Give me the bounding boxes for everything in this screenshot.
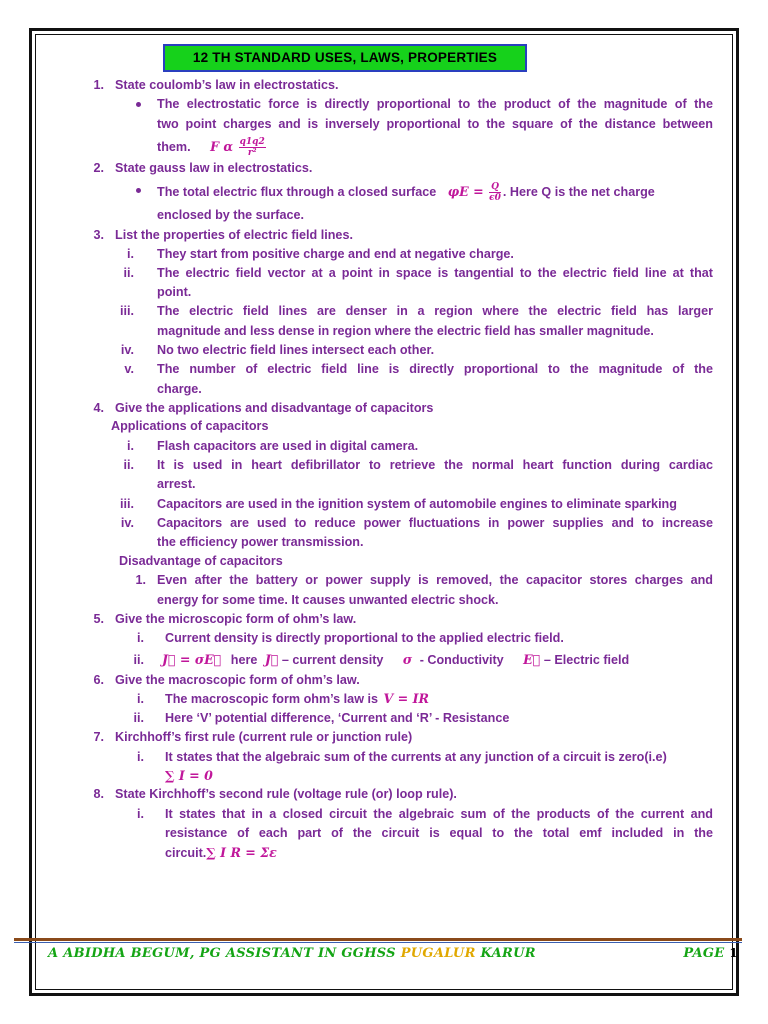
page-label: PAGE <box>683 946 725 961</box>
q4-item-ii-line1: It is used in heart defibrillator to retrieve the normal heart function during cardiac <box>157 458 713 472</box>
kirchhoff-second-formula: ∑ I R = Σε <box>206 845 277 860</box>
roman-marker: i. <box>137 807 144 821</box>
q8-number: 8. <box>93 787 104 801</box>
roman-marker: ii. <box>123 458 134 472</box>
footer-place: PUGALUR <box>400 946 476 961</box>
q3-item-iii-line2: magnitude and less dense in region where the electric field has smaller magnitude. <box>157 324 654 338</box>
q4-disadvantage-line1: Even after the battery or power supply is removed, the capacitor stores charges and <box>157 573 713 587</box>
here-label: here <box>230 653 258 667</box>
roman-marker: ii. <box>133 711 144 725</box>
page-footer <box>48 946 738 966</box>
roman-marker: iii. <box>120 304 134 318</box>
q3-item-i: They start from positive charge and end at negative charge. <box>157 247 514 261</box>
microscopic-ohm-formula: J⃗ = σE⃗ <box>162 652 222 667</box>
roman-marker: i. <box>137 631 144 645</box>
coulomb-formula: F α <box>210 138 234 154</box>
e-description: – Electric field <box>543 653 630 667</box>
q4-applications-heading: Applications of capacitors <box>111 419 269 433</box>
q1-them: them. <box>157 139 191 154</box>
q4-number: 4. <box>93 401 104 415</box>
q5-question: Give the microscopic form of ohm’s law. <box>115 612 357 626</box>
q4-item-i: Flash capacitors are used in digital camera. <box>157 439 419 453</box>
q2-text-a: The total electric flux through a closed surface <box>157 184 437 199</box>
q5-item-i: Current density is directly proportional to the applied electric field. <box>165 631 564 645</box>
q2-answer-line1 <box>157 182 713 203</box>
q4-disadvantage-line2: energy for some time. It causes unwanted electric shock. <box>157 593 499 607</box>
q3-item-iv: No two electric field lines intersect each other. <box>157 343 435 357</box>
q3-item-v-line1: The number of electric field line is directly proportional to the magnitude of the <box>157 362 713 376</box>
q7-number: 7. <box>93 730 104 744</box>
fraction-numerator: q1q2 <box>239 137 265 147</box>
roman-marker: i. <box>127 247 134 261</box>
sigma-symbol: σ <box>402 652 413 667</box>
roman-marker: ii. <box>123 266 134 280</box>
bullet-icon <box>136 102 141 107</box>
footer-divider <box>14 938 742 941</box>
q3-item-iii-line1: The electric field lines are denser in a region where the electric field has larger <box>157 304 713 318</box>
q4-question: Give the applications and disadvantage of capacitors <box>115 401 434 415</box>
fraction-numerator: Q <box>491 182 499 192</box>
q4-item-iv-line2: the efficiency power transmission. <box>157 535 364 549</box>
page-number: 1 <box>729 946 738 960</box>
q5-number: 5. <box>93 612 104 626</box>
gauss-fraction <box>489 182 501 203</box>
q5-item-ii <box>162 652 629 668</box>
q1-answer-line1: The electrostatic force is directly proportional to the product of the magnitude of the <box>157 97 713 111</box>
q7-item-i: It states that the algebraic sum of the currents at any junction of a circuit is zero(i.e) <box>165 750 667 764</box>
footer-author: A ABIDHA BEGUM, PG ASSISTANT IN GGHSS <box>48 946 396 961</box>
roman-marker: iv. <box>120 343 134 357</box>
q2-number: 2. <box>93 161 104 175</box>
roman-marker: ii. <box>133 653 144 667</box>
e-symbol: E⃗ <box>523 652 541 667</box>
circuit-text: circuit. <box>165 846 207 860</box>
list-marker: 1. <box>135 573 146 587</box>
q1-answer-line2: two point charges and is inversely proportional to the square of the distance between <box>157 117 713 131</box>
j-symbol: J⃗ <box>264 652 279 667</box>
q8-item-i-line1: It states that in a closed circuit the algebraic sum of the products of the current and <box>165 807 713 821</box>
q4-disadvantage-heading: Disadvantage of capacitors <box>119 554 283 568</box>
q4-item-ii-line2: arrest. <box>157 477 196 491</box>
q7-question: Kirchhoff’s first rule (current rule or junction rule) <box>115 730 413 744</box>
q8-question: State Kirchhoff’s second rule (voltage rule (or) loop rule). <box>115 787 457 801</box>
q3-question: List the properties of electric field lines. <box>115 228 353 242</box>
q1-number: 1. <box>93 78 104 92</box>
roman-marker: v. <box>124 362 134 376</box>
q6-question: Give the macroscopic form of ohm’s law. <box>115 673 360 687</box>
q3-item-ii-line1: The electric field vector at a point in space is tangential to the electric field line at that <box>157 266 713 280</box>
q8-item-i-line3 <box>165 845 277 861</box>
gauss-formula: φE = <box>447 183 484 199</box>
q3-item-ii-line2: point. <box>157 285 192 299</box>
coulomb-fraction <box>239 137 266 158</box>
j-description: – current density <box>281 653 384 667</box>
sigma-description: - Conductivity <box>419 653 504 667</box>
q3-number: 3. <box>93 228 104 242</box>
fraction-denominator: ϵ0 <box>489 193 501 203</box>
fraction-denominator: r² <box>247 148 257 158</box>
footer-page <box>683 946 738 961</box>
q6-item-i <box>165 691 429 707</box>
q2-answer-line2: enclosed by the surface. <box>157 208 304 222</box>
q4-item-iv-line1: Capacitors are used to reduce power fluctuations in power supplies and to increase <box>157 516 713 530</box>
q1-answer-line3 <box>157 137 268 158</box>
q6-item-ii: Here ‘V’ potential difference, ‘Current and ‘R’ - Resistance <box>165 711 510 725</box>
kirchhoff-first-formula: ∑ I = 0 <box>165 768 213 783</box>
q2-question: State gauss law in electrostatics. <box>115 161 313 175</box>
q8-item-i-line2: resistance of each part of the circuit is equal to the total emf included in the <box>165 826 713 840</box>
q2-text-b: . Here Q is the net charge <box>502 184 655 199</box>
roman-marker: iii. <box>120 497 134 511</box>
q6-item-i-text: The macroscopic form ohm’s law is <box>165 692 378 706</box>
page-title: 12 TH STANDARD USES, LAWS, PROPERTIES <box>163 44 527 72</box>
macroscopic-ohm-formula: V = IR <box>383 691 429 706</box>
q6-number: 6. <box>93 673 104 687</box>
bullet-icon <box>136 188 141 193</box>
q1-question: State coulomb’s law in electrostatics. <box>115 78 339 92</box>
footer-district: KARUR <box>480 946 536 961</box>
roman-marker: i. <box>137 750 144 764</box>
roman-marker: iv. <box>120 516 134 530</box>
roman-marker: i. <box>137 692 144 706</box>
q3-item-v-line2: charge. <box>157 382 202 396</box>
footer-divider-thin <box>14 942 742 943</box>
q4-item-iii: Capacitors are used in the ignition system of automobile engines to eliminate sparking <box>157 497 677 511</box>
roman-marker: i. <box>127 439 134 453</box>
